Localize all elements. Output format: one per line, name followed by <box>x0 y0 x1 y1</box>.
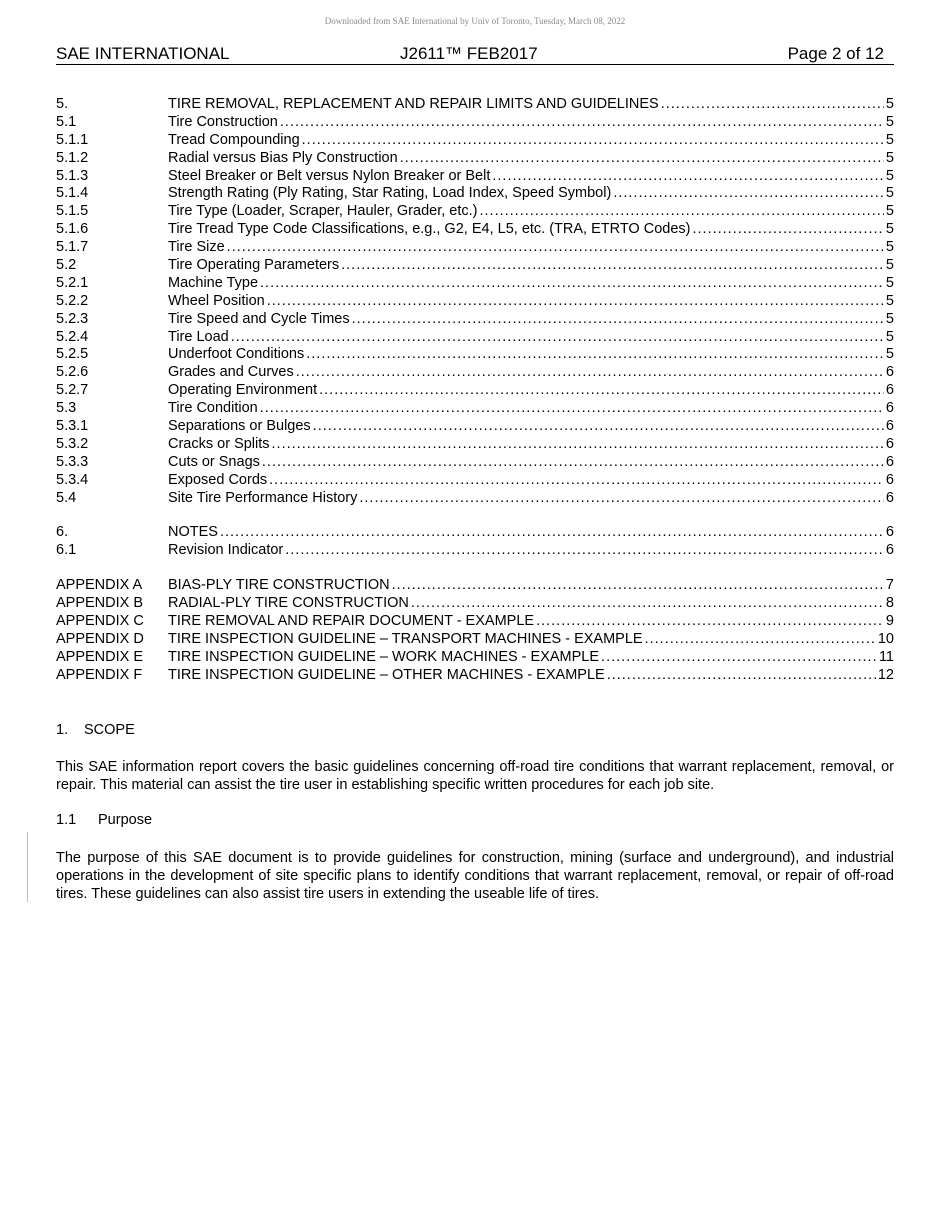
toc-entry-title: Tire Construction <box>168 113 278 130</box>
toc-entry-title: Tire Condition <box>168 400 258 417</box>
toc-group-appendices <box>56 577 894 684</box>
toc-entry-page: 6 <box>885 542 894 559</box>
toc-entry[interactable] <box>56 346 894 364</box>
toc-entry-title: BIAS-PLY TIRE CONSTRUCTION <box>168 577 390 594</box>
toc-entry-page: 5 <box>885 131 894 148</box>
toc-entry-number: APPENDIX B <box>56 595 144 612</box>
toc-entry-number: 5.2.1 <box>56 274 89 291</box>
toc-entry[interactable] <box>56 239 894 257</box>
toc-entry-title: TIRE INSPECTION GUIDELINE – OTHER MACHINES - EXAMPLE <box>168 666 605 683</box>
toc-dot-leader <box>260 400 884 418</box>
toc-entry-title: Wheel Position <box>168 292 265 309</box>
toc-dot-leader <box>220 524 884 542</box>
toc-entry-page: 6 <box>885 400 894 417</box>
toc-dot-leader <box>269 472 884 490</box>
toc-entry-page: 7 <box>885 577 894 594</box>
toc-entry-page: 5 <box>885 185 894 202</box>
toc-entry[interactable] <box>56 400 894 418</box>
scope-heading <box>56 722 135 738</box>
toc-entry-number: 5.1 <box>56 113 77 130</box>
toc-entry-page: 5 <box>885 310 894 327</box>
toc-entry-number: 5.1.1 <box>56 131 89 148</box>
toc-dot-leader <box>319 382 884 400</box>
toc-entry-page: 8 <box>885 595 894 612</box>
toc-dot-leader <box>296 364 884 382</box>
toc-entry[interactable] <box>56 631 894 649</box>
download-watermark: Downloaded from SAE International by Univ of Toronto, Tuesday, March 08, 2022 <box>324 16 626 26</box>
toc-entry-title: Operating Environment <box>168 382 318 399</box>
toc-entry-title: Grades and Curves <box>168 364 294 381</box>
toc-entry-page: 10 <box>877 630 894 647</box>
scope-paragraph: This SAE information report covers the basic guidelines concerning off-road tire conditions that warrant replacement, removal, or repair. This material can assist the tire user in establishing specific written procedures for each job site. <box>56 759 894 793</box>
toc-entry-number: APPENDIX E <box>56 648 144 665</box>
toc-entry-page: 5 <box>885 113 894 130</box>
toc-dot-leader <box>352 311 884 329</box>
toc-entry-title: Strength Rating (Ply Rating, Star Rating, Load Index, Speed Symbol) <box>168 185 612 202</box>
scope-number: 1. <box>56 722 69 738</box>
page-header <box>56 44 894 65</box>
toc-entry[interactable] <box>56 257 894 275</box>
toc-dot-leader <box>536 613 884 631</box>
header-doc-id: J2611™ FEB2017 <box>400 44 538 63</box>
toc-dot-leader <box>227 239 884 257</box>
toc-entry[interactable] <box>56 436 894 454</box>
toc-entry[interactable] <box>56 577 894 595</box>
toc-entry-page: 6 <box>885 489 894 506</box>
toc-entry[interactable] <box>56 293 894 311</box>
toc-entry-number: 5.2.2 <box>56 292 89 309</box>
toc-entry-number: 5.1.7 <box>56 239 89 256</box>
toc-entry-page: 5 <box>885 274 894 291</box>
toc-entry-number: 5.3.4 <box>56 471 89 488</box>
header-page-number: Page 2 of 12 <box>787 44 884 63</box>
toc-entry-title: Site Tire Performance History <box>168 489 358 506</box>
toc-entry-title: Separations or Bulges <box>168 418 311 435</box>
toc-dot-leader <box>692 221 883 239</box>
toc-entry[interactable] <box>56 132 894 150</box>
toc-entry[interactable] <box>56 490 894 508</box>
toc-entry-page: 6 <box>885 435 894 452</box>
toc-dot-leader <box>231 329 884 347</box>
toc-entry-title: Tire Tread Type Code Classifications, e.g., G2, E4, L5, etc. (TRA, ETRTO Codes) <box>168 221 691 238</box>
toc-entry-page: 5 <box>885 149 894 166</box>
toc-entry-title: Tire Size <box>168 239 225 256</box>
toc-dot-leader <box>411 595 884 613</box>
toc-entry-number: 5.1.3 <box>56 167 89 184</box>
toc-entry-title: Cuts or Snags <box>168 453 260 470</box>
toc-entry[interactable] <box>56 595 894 613</box>
toc-entry-title: NOTES <box>168 524 218 541</box>
toc-entry-title: Tire Operating Parameters <box>168 257 340 274</box>
scope-title: SCOPE <box>84 722 135 738</box>
toc-entry[interactable] <box>56 114 894 132</box>
toc-entry[interactable] <box>56 667 894 685</box>
toc-entry-number: 5.1.4 <box>56 185 89 202</box>
header-org: SAE INTERNATIONAL <box>56 44 230 63</box>
toc-entry-title: RADIAL-PLY TIRE CONSTRUCTION <box>168 595 409 612</box>
toc-entry-title: Tire Type (Loader, Scraper, Hauler, Grader, etc.) <box>168 203 478 220</box>
toc-entry-number: 5.1.2 <box>56 149 89 166</box>
toc-entry[interactable] <box>56 542 894 560</box>
toc-entry[interactable] <box>56 311 894 329</box>
toc-entry-page: 11 <box>878 648 894 665</box>
toc-entry-number: 5.2.3 <box>56 310 89 327</box>
toc-entry-number: 5.3 <box>56 400 77 417</box>
toc-entry[interactable] <box>56 329 894 347</box>
toc-entry-number: 5.2 <box>56 257 77 274</box>
toc-entry-number: 5. <box>56 96 69 112</box>
toc-entry-page: 5 <box>885 292 894 309</box>
toc-entry-page: 6 <box>885 364 894 381</box>
toc-dot-leader <box>267 293 884 311</box>
toc-entry-number: 5.3.3 <box>56 453 89 470</box>
toc-entry-title: Tire Load <box>168 328 229 345</box>
toc-entry[interactable] <box>56 472 894 490</box>
toc-entry-title: Revision Indicator <box>168 542 284 559</box>
toc-entry-number: 5.1.5 <box>56 203 89 220</box>
toc-entry-page: 5 <box>885 96 894 112</box>
toc-entry[interactable] <box>56 418 894 436</box>
toc-entry[interactable] <box>56 275 894 293</box>
toc-entry-page: 6 <box>885 418 894 435</box>
toc-entry-page: 12 <box>877 666 894 683</box>
toc-entry-number: 6. <box>56 524 69 541</box>
toc-entry-title: Underfoot Conditions <box>168 346 305 363</box>
toc-entry-title: Steel Breaker or Belt versus Nylon Breaker or Belt <box>168 167 491 184</box>
toc-entry[interactable] <box>56 454 894 472</box>
toc-dot-leader <box>392 577 884 595</box>
toc-entry[interactable] <box>56 613 894 631</box>
toc-dot-leader <box>359 490 884 508</box>
toc-entry-number: 5.2.5 <box>56 346 89 363</box>
toc-entry-page: 6 <box>885 453 894 470</box>
toc-entry-number: 5.1.6 <box>56 221 89 238</box>
toc-entry[interactable] <box>56 524 894 542</box>
toc-dot-leader <box>262 454 884 472</box>
toc-group-section-6 <box>56 524 894 560</box>
toc-entry[interactable] <box>56 382 894 400</box>
toc-entry-number: 6.1 <box>56 542 77 559</box>
toc-dot-leader <box>306 346 884 364</box>
toc-dot-leader <box>492 168 884 186</box>
toc-entry-page: 5 <box>885 257 894 274</box>
toc-entry-number: APPENDIX F <box>56 666 143 683</box>
toc-entry[interactable] <box>56 168 894 186</box>
toc-entry-number: APPENDIX D <box>56 630 144 647</box>
toc-entry[interactable] <box>56 649 894 667</box>
toc-entry-number: 5.3.2 <box>56 435 89 452</box>
toc-entry-page: 6 <box>885 382 894 399</box>
toc-entry[interactable] <box>56 150 894 168</box>
toc-dot-leader <box>313 418 884 436</box>
toc-entry-number: APPENDIX A <box>56 577 143 594</box>
toc-entry-title: TIRE INSPECTION GUIDELINE – TRANSPORT MACHINES - EXAMPLE <box>168 630 643 647</box>
toc-dot-leader <box>260 275 884 293</box>
toc-entry[interactable] <box>56 185 894 203</box>
toc-entry-number: 5.3.1 <box>56 418 89 435</box>
purpose-number: 1.1 <box>56 812 77 828</box>
revision-change-bar <box>27 832 28 902</box>
toc-dot-leader <box>479 203 883 221</box>
toc-dot-leader <box>302 132 884 150</box>
toc-entry-title: Tread Compounding <box>168 131 300 148</box>
toc-entry[interactable] <box>56 364 894 382</box>
toc-entry-page: 6 <box>885 471 894 488</box>
purpose-title: Purpose <box>98 812 153 828</box>
toc-entry-page: 5 <box>885 328 894 345</box>
toc-entry-number: 5.4 <box>56 489 77 506</box>
toc-entry-title: TIRE INSPECTION GUIDELINE – WORK MACHINES - EXAMPLE <box>168 648 600 665</box>
toc-entry-title: TIRE REMOVAL, REPLACEMENT AND REPAIR LIMITS AND GUIDELINES <box>168 96 659 112</box>
toc-entry[interactable] <box>56 221 894 239</box>
toc-entry-page: 5 <box>885 221 894 238</box>
toc-entry-title: Exposed Cords <box>168 471 268 488</box>
toc-dot-leader <box>607 667 876 685</box>
toc-group-section-5 <box>56 96 894 507</box>
toc-entry-page: 5 <box>885 239 894 256</box>
toc-dot-leader <box>341 257 884 275</box>
toc-entry-title: Machine Type <box>168 274 259 291</box>
toc-entry-title: Radial versus Bias Ply Construction <box>168 149 398 166</box>
table-of-contents <box>56 96 894 685</box>
toc-entry-page: 9 <box>885 613 894 630</box>
purpose-paragraph: The purpose of this SAE document is to provide guidelines for construction, mining (surface and underground), and industrial operations in the development of site specific plans to identify conditions that warrant replacement, removal, or repair of off-road tires. These guidelines can also assist tire users in extending the useable life of tires. <box>56 850 894 902</box>
toc-dot-leader <box>661 96 884 114</box>
purpose-heading <box>56 812 152 828</box>
toc-entry-title: TIRE REMOVAL AND REPAIR DOCUMENT - EXAMPLE <box>168 613 535 630</box>
toc-dot-leader <box>601 649 877 667</box>
toc-entry-page: 5 <box>885 346 894 363</box>
toc-dot-leader <box>400 150 884 168</box>
toc-entry-number: 5.2.7 <box>56 382 89 399</box>
toc-entry-page: 6 <box>885 524 894 541</box>
toc-dot-leader <box>280 114 884 132</box>
toc-entry-number: APPENDIX C <box>56 613 144 630</box>
toc-entry[interactable] <box>56 96 894 114</box>
toc-dot-leader <box>613 185 884 203</box>
toc-dot-leader <box>272 436 884 454</box>
toc-dot-leader <box>285 542 884 560</box>
toc-entry-number: 5.2.6 <box>56 364 89 381</box>
toc-entry-page: 5 <box>885 167 894 184</box>
toc-entry-title: Cracks or Splits <box>168 435 270 452</box>
toc-entry[interactable] <box>56 203 894 221</box>
toc-entry-number: 5.2.4 <box>56 328 89 345</box>
toc-entry-title: Tire Speed and Cycle Times <box>168 310 350 327</box>
toc-dot-leader <box>645 631 876 649</box>
toc-entry-page: 5 <box>885 203 894 220</box>
